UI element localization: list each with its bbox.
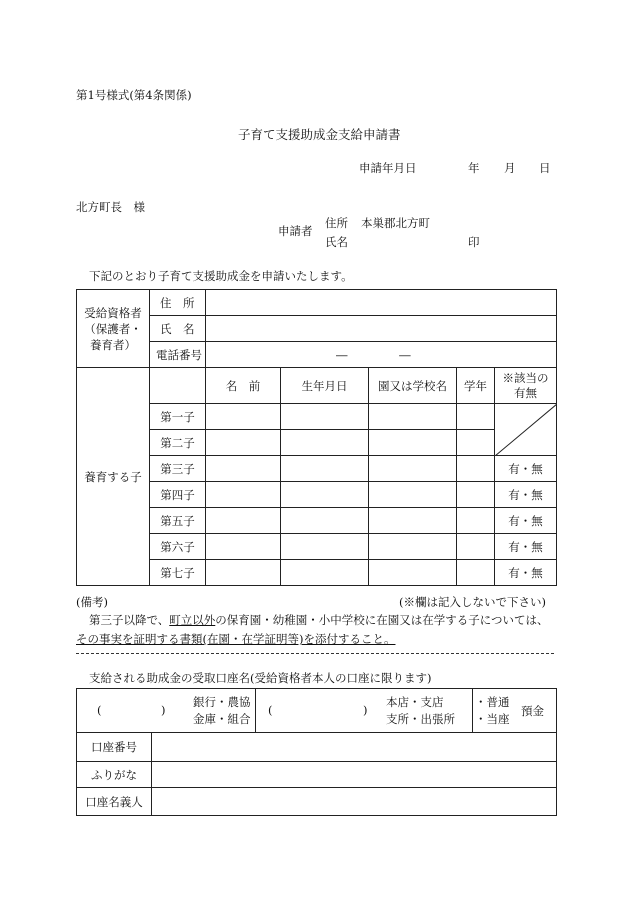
branch-paren-close: )	[363, 703, 368, 717]
bank-table	[76, 688, 557, 816]
eligible-name-label: 氏 名	[150, 316, 206, 342]
remarks-line-2: その事実を証明する書類(在園・在学証明等)を添付すること。	[76, 632, 396, 646]
remarks-line-1a: 第三子以降で、	[89, 613, 170, 627]
eligible-label: 受給資格者（保護者・養育者）	[77, 290, 150, 368]
header-grade: 学年	[457, 368, 495, 404]
child-ordinal: 第六子	[150, 534, 206, 560]
child-school-cell[interactable]	[369, 404, 457, 430]
child-status: 有・無	[495, 560, 557, 586]
remarks-line-1b: の保育園・幼稚園・小中学校に在園又は在学する子については、	[215, 613, 549, 627]
child-status: 有・無	[495, 482, 557, 508]
child-status: 有・無	[495, 456, 557, 482]
branch-type-2: 支所・出張所	[386, 712, 455, 726]
applicant-label: 申請者	[278, 224, 313, 238]
child-grade-cell[interactable]	[457, 508, 495, 534]
eligible-address-field[interactable]	[206, 290, 557, 316]
bank-paren-open: (	[97, 703, 102, 717]
account-number-label: 口座番号	[77, 733, 152, 762]
remarks-line-1	[89, 612, 549, 628]
child-school-cell[interactable]	[369, 482, 457, 508]
form-number: 第1号様式(第4条関係)	[76, 88, 192, 102]
child-grade-cell[interactable]	[457, 534, 495, 560]
child-birth-cell[interactable]	[281, 560, 369, 586]
bank-name-field[interactable]	[77, 689, 256, 733]
diagonal-slash	[495, 404, 557, 456]
furigana-field[interactable]	[152, 762, 557, 788]
child-ordinal: 第四子	[150, 482, 206, 508]
child-ordinal: 第五子	[150, 508, 206, 534]
child-birth-cell[interactable]	[281, 430, 369, 456]
child-status: 有・無	[495, 534, 557, 560]
child-status: 有・無	[495, 508, 557, 534]
child-birth-cell[interactable]	[281, 456, 369, 482]
intro-text: 下記のとおり子育て支援助成金を申請いたします。	[89, 269, 353, 283]
eligible-name-field[interactable]	[206, 316, 557, 342]
remarks-note: (※欄は記入しないで下さい)	[399, 595, 546, 609]
phone-dash-1: ―	[336, 347, 348, 362]
child-school-cell[interactable]	[369, 456, 457, 482]
status-cell-slashed	[495, 404, 557, 456]
child-school-cell[interactable]	[369, 508, 457, 534]
branch-type-1: 本店・支店	[386, 695, 444, 709]
branch-paren-open: (	[268, 703, 273, 717]
account-holder-field[interactable]	[152, 788, 557, 816]
child-name-cell[interactable]	[206, 508, 281, 534]
date-year: 年	[468, 161, 480, 175]
child-name-cell[interactable]	[206, 534, 281, 560]
child-grade-cell[interactable]	[457, 430, 495, 456]
child-name-cell[interactable]	[206, 560, 281, 586]
seal-mark: 印	[468, 235, 480, 249]
child-grade-cell[interactable]	[457, 482, 495, 508]
date-month: 月	[504, 161, 516, 175]
child-birth-cell[interactable]	[281, 404, 369, 430]
eligible-phone-field[interactable]	[206, 342, 557, 368]
remarks-label: (備考)	[76, 595, 108, 609]
account-number-field[interactable]	[152, 733, 557, 762]
account-type-field[interactable]	[473, 689, 557, 733]
account-holder-label: 口座名義人	[77, 788, 152, 816]
child-school-cell[interactable]	[369, 560, 457, 586]
page-title: 子育て支援助成金支給申請書	[238, 127, 401, 142]
remarks-line-1-underlined: 町立以外	[169, 613, 216, 627]
child-birth-cell[interactable]	[281, 508, 369, 534]
bank-paren-close: )	[161, 703, 166, 717]
child-name-cell[interactable]	[206, 430, 281, 456]
applicant-address-value: 本巣郡北方町	[361, 216, 430, 230]
child-ordinal: 第二子	[150, 430, 206, 456]
eligible-phone-label: 電話番号	[150, 342, 206, 368]
header-school: 園又は学校名	[369, 368, 457, 404]
applicant-name-label: 氏名	[325, 235, 348, 249]
header-birthdate: 生年月日	[281, 368, 369, 404]
deposit-label: 預金	[521, 704, 544, 718]
phone-dash-2: ―	[399, 347, 411, 362]
date-day: 日	[539, 161, 551, 175]
branch-name-field[interactable]	[256, 689, 473, 733]
child-grade-cell[interactable]	[457, 560, 495, 586]
child-name-cell[interactable]	[206, 482, 281, 508]
furigana-label: ふりがな	[77, 762, 152, 788]
header-applicable: ※該当の有無	[495, 368, 557, 404]
child-name-cell[interactable]	[206, 456, 281, 482]
children-section-label: 養育する子	[77, 368, 150, 586]
bank-type-1: 銀行・農協	[193, 695, 251, 709]
child-ordinal: 第一子	[150, 404, 206, 430]
child-school-cell[interactable]	[369, 534, 457, 560]
application-table	[76, 289, 557, 586]
account-type-1: ・普通	[475, 695, 510, 709]
child-header-blank	[150, 368, 206, 404]
eligible-address-label: 住 所	[150, 290, 206, 316]
child-birth-cell[interactable]	[281, 534, 369, 560]
child-school-cell[interactable]	[369, 430, 457, 456]
header-name: 名 前	[206, 368, 281, 404]
child-ordinal: 第三子	[150, 456, 206, 482]
bank-type-2: 金庫・組合	[193, 712, 251, 726]
applicant-address-label: 住所	[325, 216, 348, 230]
bank-heading: 支給される助成金の受取口座名(受給資格者本人の口座に限ります)	[89, 671, 432, 685]
child-name-cell[interactable]	[206, 404, 281, 430]
child-birth-cell[interactable]	[281, 482, 369, 508]
addressee: 北方町長 様	[76, 200, 145, 214]
child-grade-cell[interactable]	[457, 456, 495, 482]
dashed-divider	[76, 653, 554, 654]
child-ordinal: 第七子	[150, 560, 206, 586]
child-grade-cell[interactable]	[457, 404, 495, 430]
account-type-2: ・当座	[475, 712, 510, 726]
date-label: 申請年月日	[359, 161, 417, 175]
